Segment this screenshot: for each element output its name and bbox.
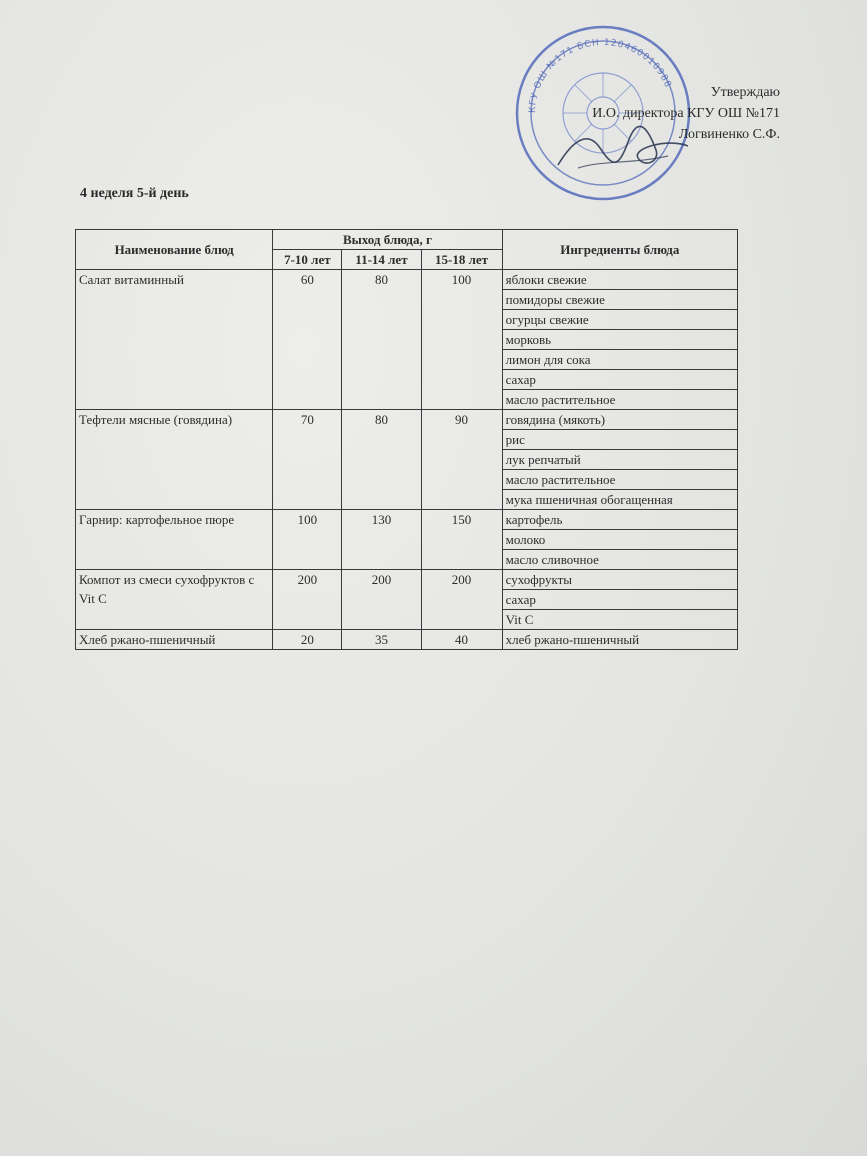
ingredient-cell: сахар xyxy=(502,590,737,610)
ingredient-cell: сухофрукты xyxy=(502,570,737,590)
yield-7-10-cell: 60 xyxy=(273,270,342,410)
header-ingredients: Ингредиенты блюда xyxy=(502,230,737,270)
table-row xyxy=(76,630,738,650)
menu-table xyxy=(75,229,738,650)
ingredient-cell: Vit C xyxy=(502,610,737,630)
ingredient-cell: яблоки свежие xyxy=(502,270,737,290)
ingredient-cell: лимон для сока xyxy=(502,350,737,370)
header-age-15-18: 15-18 лет xyxy=(421,250,502,270)
approval-block xyxy=(548,82,780,145)
yield-15-18-cell: 90 xyxy=(421,410,502,510)
ingredient-cell: морковь xyxy=(502,330,737,350)
approval-title: Утверждаю xyxy=(710,85,780,100)
yield-11-14-cell: 80 xyxy=(342,270,421,410)
approval-position: И.О. директора КГУ ОШ №171 xyxy=(592,106,780,121)
header-age-7-10: 7-10 лет xyxy=(273,250,342,270)
table-row xyxy=(76,270,738,290)
yield-15-18-cell: 150 xyxy=(421,510,502,570)
ingredient-cell: картофель xyxy=(502,510,737,530)
yield-7-10-cell: 100 xyxy=(273,510,342,570)
yield-15-18-cell: 40 xyxy=(421,630,502,650)
dish-name-cell: Компот из смеси сухофруктов с Vit C xyxy=(76,570,273,630)
yield-11-14-cell: 130 xyxy=(342,510,421,570)
ingredient-cell: говядина (мякоть) xyxy=(502,410,737,430)
dish-name-cell: Гарнир: картофельное пюре xyxy=(76,510,273,570)
yield-11-14-cell: 35 xyxy=(342,630,421,650)
yield-7-10-cell: 200 xyxy=(273,570,342,630)
yield-11-14-cell: 80 xyxy=(342,410,421,510)
header-dish-name: Наименование блюд xyxy=(76,230,273,270)
svg-text:КГУ ОШ №171 БСН 120460010988: КГУ ОШ №171 БСН 120460010988 xyxy=(527,37,673,114)
ingredient-cell: рис xyxy=(502,430,737,450)
dish-name-cell: Тефтели мясные (говядина) xyxy=(76,410,273,510)
ingredient-cell: огурцы свежие xyxy=(502,310,737,330)
yield-11-14-cell: 200 xyxy=(342,570,421,630)
ingredient-cell: мука пшеничная обогащенная xyxy=(502,490,737,510)
yield-15-18-cell: 200 xyxy=(421,570,502,630)
ingredient-cell: сахар xyxy=(502,370,737,390)
dish-name-cell: Хлеб ржано-пшеничный xyxy=(76,630,273,650)
yield-15-18-cell: 100 xyxy=(421,270,502,410)
day-title: 4 неделя 5-й день xyxy=(80,186,189,201)
menu-body xyxy=(76,270,738,650)
header-output: Выход блюда, г xyxy=(273,230,502,250)
ingredient-cell: масло сливочное xyxy=(502,550,737,570)
approval-person: Логвиненко С.Ф. xyxy=(678,127,780,142)
ingredient-cell: масло растительное xyxy=(502,470,737,490)
table-row xyxy=(76,410,738,430)
ingredient-cell: лук репчатый xyxy=(502,450,737,470)
ingredient-cell: молоко xyxy=(502,530,737,550)
table-row xyxy=(76,510,738,530)
yield-7-10-cell: 20 xyxy=(273,630,342,650)
yield-7-10-cell: 70 xyxy=(273,410,342,510)
ingredient-cell: масло растительное xyxy=(502,390,737,410)
ingredient-cell: помидоры свежие xyxy=(502,290,737,310)
table-row xyxy=(76,570,738,590)
header-age-11-14: 11-14 лет xyxy=(342,250,421,270)
ingredient-cell: хлеб ржано-пшеничный xyxy=(502,630,737,650)
dish-name-cell: Салат витаминный xyxy=(76,270,273,410)
